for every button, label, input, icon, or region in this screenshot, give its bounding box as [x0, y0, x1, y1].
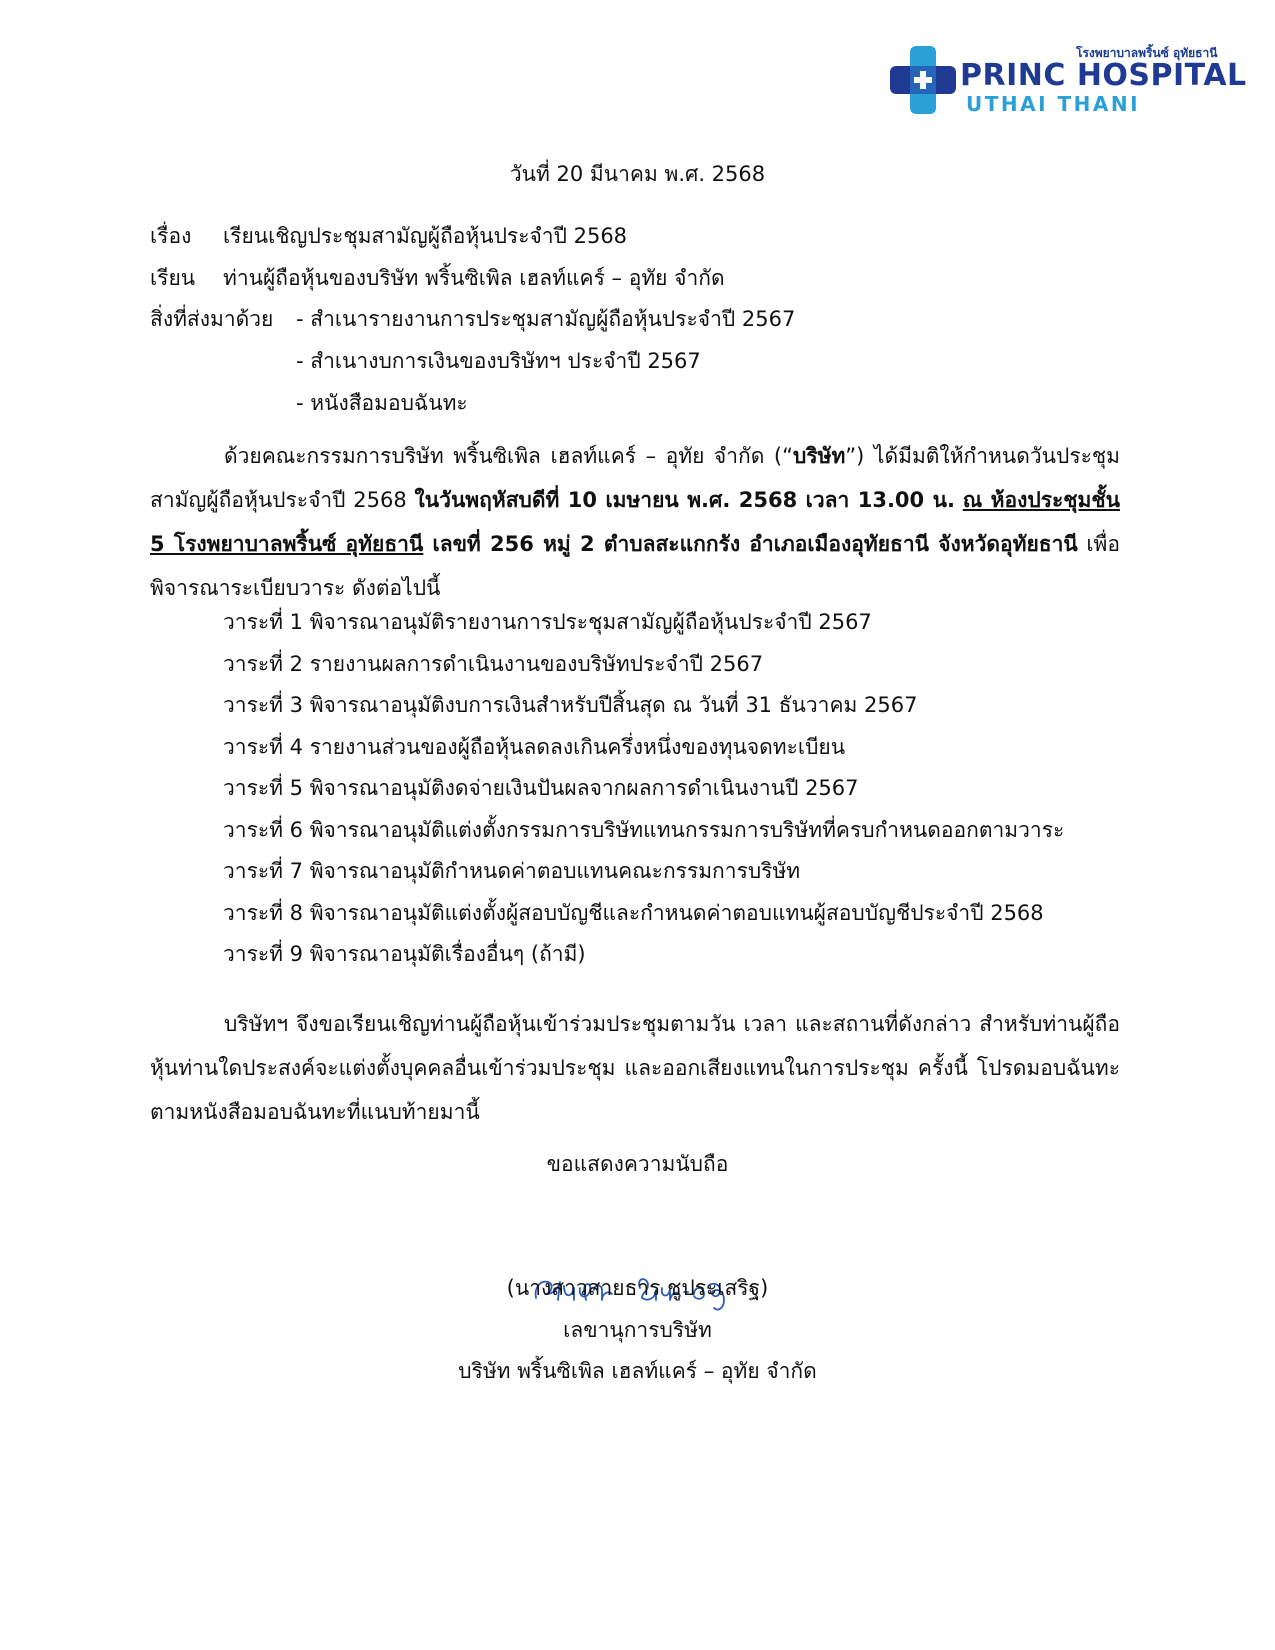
intro-text: ”) ได้มีมติให้กำหนดวันประชุมสามัญผู้ถือหุ้นประจำปี 2568 [150, 444, 1121, 512]
subject-text: เรียนเชิญประชุมสามัญผู้ถือหุ้นประจำปี 2568 [223, 224, 628, 248]
agenda-item: วาระที่ 3 พิจารณาอนุมัติงบการเงินสำหรับปีสิ้นสุด ณ วันที่ 31 ธันวาคม 2567 [223, 693, 918, 717]
hospital-logo [888, 44, 1247, 124]
signatory-company: บริษัท พริ้นซิเพิล เฮลท์แคร์ – อุทัย จำกัด [458, 1359, 817, 1383]
agenda-item: วาระที่ 9 พิจารณาอนุมัติเรื่องอื่นๆ (ถ้ามี) [223, 942, 586, 966]
sign-off: ขอแสดงความนับถือ [546, 1152, 729, 1176]
meeting-address: เลขที่ 256 หมู่ 2 ตำบลสะแกกรัง อำเภอเมืองอุทัยธานี จังหวัดอุทัยธานี [423, 532, 1078, 556]
intro-text: ด้วยคณะกรรมการบริษัท พริ้นซิเพิล เฮลท์แคร์ – อุทัย จำกัด (“ [224, 444, 793, 468]
logo-name: PRINC HOSPITAL [960, 58, 1247, 93]
logo-thai-name: โรงพยาบาลพริ้นซ์ อุทัยธานี [1076, 46, 1218, 60]
closing-text: บริษัทฯ จึงขอเรียนเชิญท่านผู้ถือหุ้นเข้าร่วมประชุมตามวัน เวลา และสถานที่ดังกล่าว สำหรับท่านผู้ถือหุ้นท่านใดประสงค์จะแต่งตั้งบุคคลอื่นเข้าร่วมประชุม และออกเสียงแทนในการประชุม ครั้งนี้ โปรดมอบฉันทะตามหนังสือมอบฉันทะที่แนบท้ายมานี้ [150, 1012, 1120, 1124]
intro-paragraph [150, 434, 1120, 610]
enclosures-label: สิ่งที่ส่งมาด้วย [150, 307, 274, 331]
letter-date: วันที่ 20 มีนาคม พ.ศ. 2568 [509, 162, 766, 186]
agenda-item: วาระที่ 2 รายงานผลการดำเนินงานของบริษัทประจำปี 2567 [223, 652, 764, 676]
enclosure-item: - สำเนางบการเงินของบริษัทฯ ประจำปี 2567 [296, 349, 701, 373]
agenda-item: วาระที่ 4 รายงานส่วนของผู้ถือหุ้นลดลงเกินครึ่งหนึ่งของทุนจดทะเบียน [223, 735, 846, 759]
meeting-datetime: ในวันพฤหัสบดีที่ 10 เมษายน พ.ศ. 2568 เวลา 13.00 น. [414, 488, 955, 512]
medical-cross-icon [888, 44, 958, 116]
subject-label: เรื่อง [150, 224, 192, 248]
to-text: ท่านผู้ถือหุ้นของบริษัท พริ้นซิเพิล เฮลท์แคร์ – อุทัย จำกัด [223, 266, 725, 290]
enclosure-item: - หนังสือมอบฉันทะ [296, 391, 468, 415]
enclosure-item: - สำเนารายงานการประชุมสามัญผู้ถือหุ้นประจำปี 2567 [296, 307, 796, 331]
agenda-item: วาระที่ 8 พิจารณาอนุมัติแต่งตั้งผู้สอบบัญชีและกำหนดค่าตอบแทนผู้สอบบัญชีประจำปี 2568 [223, 901, 1044, 925]
signatory-name: (นางสาวสายธาร ชูประเสริฐ) [506, 1276, 769, 1300]
closing-paragraph [150, 1002, 1120, 1134]
meeting-venue: ณ ห้องประชุมชั้น 5 โรงพยาบาลพริ้นซ์ อุทัยธานี [150, 488, 1120, 556]
agenda-item: วาระที่ 5 พิจารณาอนุมัติงดจ่ายเงินปันผลจากผลการดำเนินงานปี 2567 [223, 776, 859, 800]
to-label: เรียน [150, 266, 196, 290]
agenda-item: วาระที่ 7 พิจารณาอนุมัติกำหนดค่าตอบแทนคณะกรรมการบริษัท [223, 859, 801, 883]
logo-subname: UTHAI THANI [966, 92, 1141, 116]
company-short-name: บริษัท [793, 444, 846, 468]
agenda-item: วาระที่ 6 พิจารณาอนุมัติแต่งตั้งกรรมการบริษัทแทนกรรมการบริษัทที่ครบกำหนดออกตามวาระ [223, 818, 1065, 842]
intro-text: เพื่อพิจารณาระเบียบวาระ ดังต่อไปนี้ [150, 532, 1121, 600]
signatory-title: เลขานุการบริษัท [563, 1318, 712, 1342]
agenda-item: วาระที่ 1 พิจารณาอนุมัติรายงานการประชุมสามัญผู้ถือหุ้นประจำปี 2567 [223, 610, 872, 634]
